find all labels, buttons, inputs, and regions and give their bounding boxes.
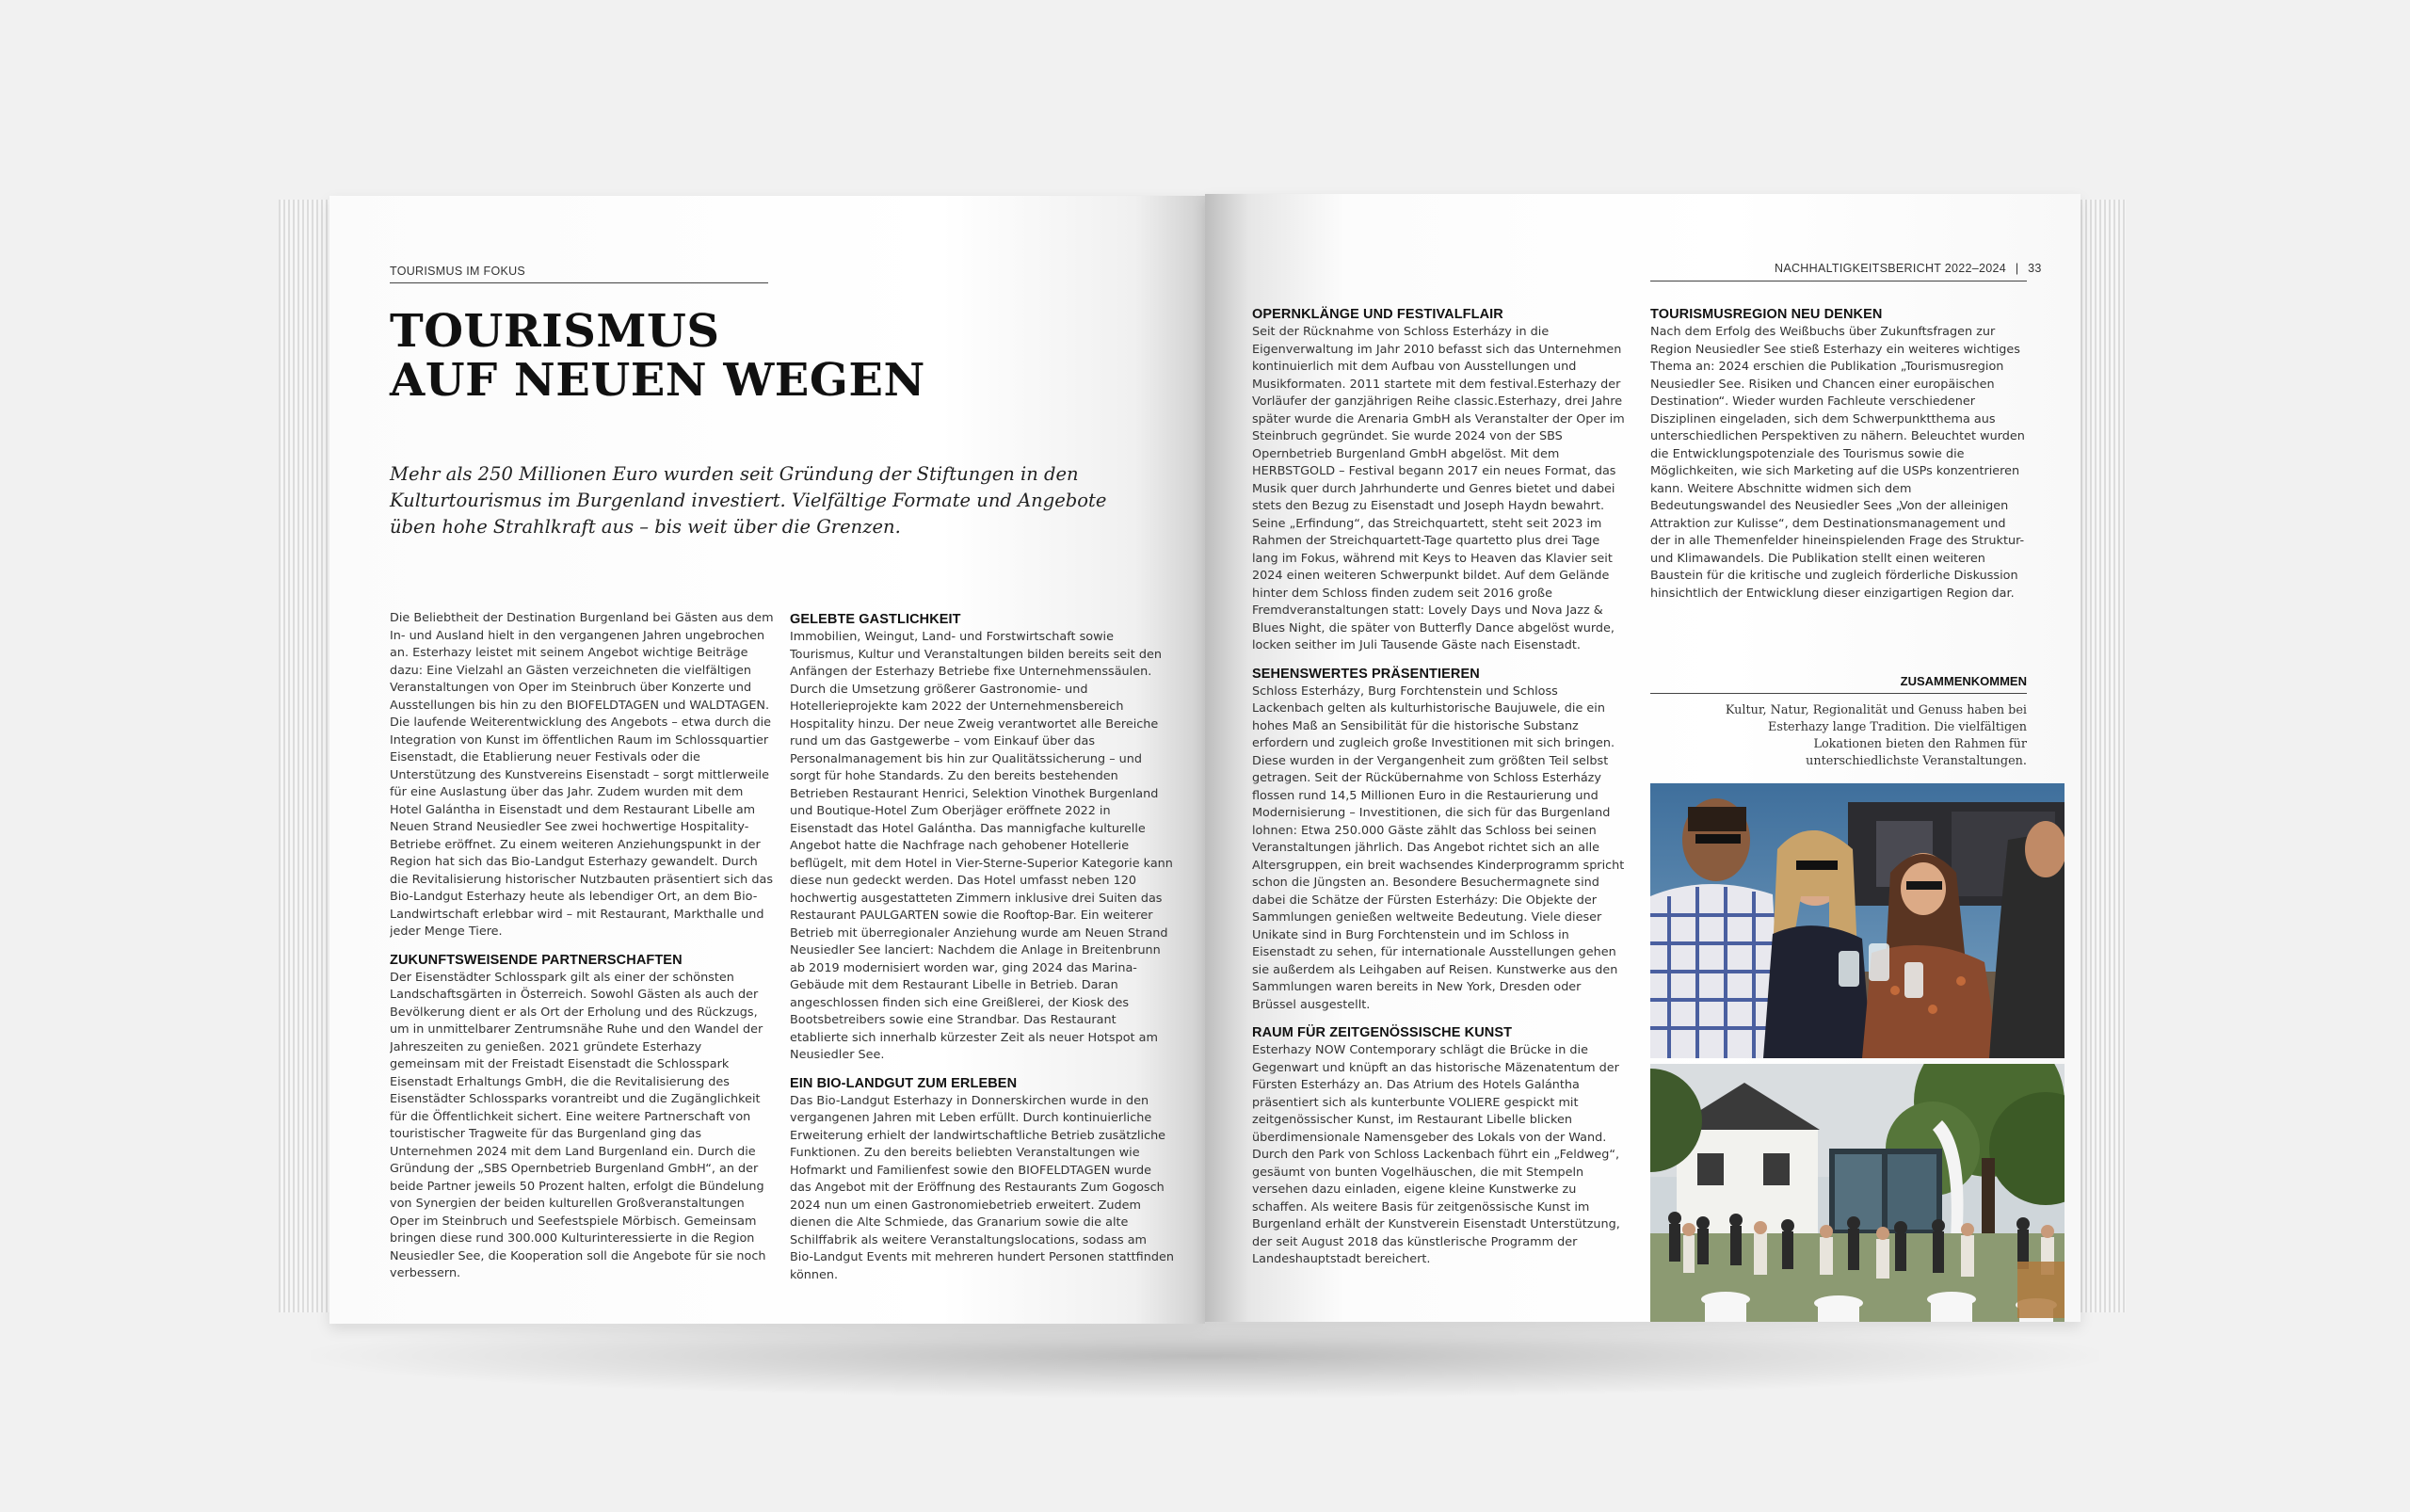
headline-line-2: AUF NEUEN WEGEN: [390, 354, 925, 407]
text-column-4: [1650, 305, 2027, 719]
section-paragraph: Immobilien, Weingut, Land- und Forstwirtschaft sowie Tourismus, Kultur und Veranstaltungen bilden bereits seit den Anfängen der Esterhazy Betriebe fixe Unternehmenssäulen. Durch die Umsetzung größerer Gastronomie- und Hotellerieprojekte kam 2022 der Unternehmensbereich Hospitality hinzu. Der neue Zweig verantwortet alle Bereiche rund um das Gastgewerbe – vom Einkauf über das Personalmanagement bis hin zur Qualitätssicherung – und sorgt für hohe Standards. Zu den bereits bestehenden Betrieben Restaurant Henrici, Selektion Vinothek Burgenland und Boutique-Hotel Zum Oberjäger eröffnete 2022 in Eisenstadt das Hotel Galántha. Das mannigfache kulturelle Angebot hatte die Nachfrage nach gehobener Hotellerie beflügelt, mit dem Hotel in Vier-Sterne-Superior Kategorie kann diese nun gedeckt werden. Das Hotel umfasst neben 120 hochwertig ausgestatteten Zimmern inklusive drei Suiten das Restaurant PAULGARTEN sowie die Rooftop-Bar. Ein weiterer Betrieb mit überregionaler Anziehung wurde am Neuen Strand Neusiedler See lanciert: Nachdem die Anlage in Breitenbrunn ab 2019 modernisiert worden war, ging 2024 das Marina-Gebäude mit dem Restaurant Libelle in Betrieb. Daran angeschlossen finden sich eine Greißlerei, der Kiosk des Bootsbetreibers sowie eine Strandbar. Das Restaurant etablierte sich innerhalb kürzester Zeit als neuer Hotspot am Neusiedler See.: [790, 630, 1173, 1062]
section-heading: RAUM FÜR ZEITGENÖSSISCHE KUNST: [1252, 1025, 1513, 1040]
running-head-separator: |: [2015, 262, 2019, 275]
book-shadow: [311, 1313, 2099, 1398]
right-page: [1205, 194, 2081, 1322]
section-paragraph: Der Eisenstädter Schlosspark gilt als einer der schönsten Landschaftsgärten in Österreich. Sowohl Gästen als auch der Bevölkerung dient er als Ort der Erholung und des Rückzugs, um in unmittelbarer Zentrumsnähe Ruhe und den Wandel der Jahreszeiten zu genießen. 2021 gründete Esterhazy gemeinsam mit der Freistadt Eisenstadt die Schlosspark Eisenstadt Erhaltungs GmbH, die die Revitalisierung des Eisenstädter Schlossparks vorantreibt und die Zugänglichkeit für die Öffentlichkeit sichert. Eine weitere Partnerschaft von touristischer Tragweite für das Burgenland ging das Unternehmen 2024 mit dem Land Burgenland ein. Durch die Gründung der „SBS Opernbetrieb Burgenland GmbH“, an der beide Partner jeweils 50 Prozent halten, erfolgt die Bündelung von Synergien der beiden kulturellen Großveranstaltungen Oper im Steinbruch und Seefestspiele Mörbisch. Gemeinsam bringen diese rund 300.000 Kulturinteressierte in die Region Neusiedler See, die Kooperation soll die Angebote für sie noch verbessern.: [390, 970, 766, 1280]
section-heading: EIN BIO-LANDGUT ZUM ERLEBEN: [790, 1075, 1018, 1091]
section-heading: OPERNKLÄNGE UND FESTIVALFLAIR: [1252, 307, 1503, 322]
running-head: [1775, 262, 2042, 275]
text-column-3: [1252, 305, 1629, 1322]
page-headline: [390, 307, 1049, 405]
section-heading: GELEBTE GASTLICHKEIT: [790, 612, 961, 627]
photo-garden-event: [1650, 1064, 2065, 1322]
headline-line-1: TOURISMUS: [390, 305, 720, 358]
section-paragraph: Das Bio-Landgut Esterhazy in Donnerskirchen wurde in den vergangenen Jahren mit Leben erfüllt. Durch kontinuierliche Erweiterung erhielt der landwirtschaftliche Betrieb zusätzliche Funktionen. Zu den bereits beliebten Veranstaltungen wie Hofmarkt und Familienfest sowie den BIOFELDTAGEN wurde das Angebot mit der Eröffnung des Restaurants Zum Gogosch 2024 nun um einen Gastronomiebetrieb erweitert. Zudem dienen die Alte Schmiede, das Granarium sowie die alte Schilffabrik als weitere Veranstaltungslocations, sodass am Bio-Landgut Events mit mehreren hundert Personen stattfinden können.: [790, 1093, 1174, 1282]
text-column-2: [790, 610, 1174, 1288]
caption-text: Kultur, Natur, Regionalität und Genuss haben bei Esterhazy lange Tradition. Die vielfältigen Lokationen bieten den Rahmen für unterschiedlichste Veranstaltungen.: [1725, 703, 2027, 768]
section-paragraph: Schloss Esterházy, Burg Forchtenstein und Schloss Lackenbach gelten als kulturhistorische Baujuwele, die ein hohes Maß an Sensibilität für die historische Substanz erfordern und zugleich große Investitionen mit sich bringen. Diese wurden in der Vergangenheit zum größten Teil selbst getragen. Seit der Rückübernahme von Schloss Esterházy flossen rund 14,5 Millionen Euro in die Restaurierung und Modernisierung – Investitionen, die sich für das Burgenland lohnen: Etwa 250.000 Gäste zählt das Schloss bei seinen Veranstaltungen jährlich. Das Angebot richtet sich an alle Altersgruppen, ein breit wachsendes Kinderprogramm spricht schon die Jüngsten an. Besondere Besuchermagnete sind dabei die Schätze der Fürsten Esterházy: Die Objekte der Sammlungen genießen weltweite Bedeutung. Viele dieser Unikate sind in Burg Forchtenstein und im Schloss in Eisenstadt zu sehen, für internationale Ausstellungen gehen sie außerdem als Leihgaben auf Reisen. Kunstwerke aus den Sammlungen waren bereits in New York, Dresden oder Brüssel ausgestellt.: [1252, 684, 1625, 1012]
left-page: [329, 196, 1205, 1324]
caption-title: ZUSAMMENKOMMEN: [1900, 674, 2027, 688]
lead-paragraph: Mehr als 250 Millionen Euro wurden seit Gründung der Stiftungen in den Kulturtourismus im Burgenland investiert. Vielfältige Formate und Angebote üben hohe Strahlkraft aus – bis weit über die Grenzen.: [390, 463, 1107, 538]
section-heading: SEHENSWERTES PRÄSENTIEREN: [1252, 666, 1480, 682]
section-rule: [390, 282, 768, 283]
photo-toasting-guests: [1650, 783, 2065, 1058]
page-number: 33: [2028, 262, 2042, 275]
caption-rule: [1650, 693, 2027, 694]
section-paragraph: Seit der Rücknahme von Schloss Esterházy in die Eigenverwaltung im Jahr 2010 befasst sich das Unternehmen kontinuierlich mit dem Aufbau von Ausstellungen und Musikformaten. 2011 startete mit dem festival.Esterhazy der Vorläufer der ganzjährigen Reihe classic.Esterhazy, drei Jahre später wurde die Arenaria GmbH als Veranstalter der Oper im Steinbruch gegründet. Sie wurde 2024 von der SBS Opernbetrieb Burgenland GmbH abgelöst. Mit dem HERBSTGOLD – Festival begann 2017 ein neues Format, das Musik quer durch Jahrhunderte und Genres bietet und dabei stets den Bezug zu Eisenstadt und Joseph Haydn bewahrt. Seine „Erfindung“, das Streichquartett, steht seit 2023 im Rahmen der Streichquartett-Tage quartetto plus drei Tage lang im Fokus, während mit Keys to Heaven das Klavier seit 2024 einen weiteren Schwerpunkt bildet. Auf dem Gelände hinter dem Schloss finden zudem seit 2016 große Fremdveranstaltungen statt: Lovely Days und Nova Jazz & Blues Night, die später von Butterfly Dance abgelöst wurde, locken seither im Juli Tausende Gäste nach Eisenstadt.: [1252, 325, 1625, 652]
photo-garden-event-image: [1650, 1064, 2065, 1322]
running-head-title: NACHHALTIGKEITSBERICHT 2022–2024: [1775, 262, 2007, 275]
section-label: TOURISMUS IM FOKUS: [390, 265, 526, 278]
section-paragraph: Nach dem Erfolg des Weißbuchs über Zukunftsfragen zur Region Neusiedler See stieß Esterhazy ein weiteres wichtiges Thema an: 2024 erschien die Publikation „Tourismusregion Neusiedler See. Risiken und Chancen einer europäischen Destination“. Wieder wurden Fachleute verschiedener Disziplinen eingeladen, sich dem Schwerpunktthema aus unterschiedlichen Perspektiven zu nähern. Beleuchtet wurden die Entwicklungspotenziale des Tourismus sowie die Möglichkeiten, wie sich Marketing auf die USPs konzentrieren kann. Weitere Abschnitte widmen sich dem Bedeutungswandel des Neusiedler Sees „Von der alleinigen Attraktion zur Kulisse“, dem Destinationsmanagement und der in alle Themenfelder hineinspielenden Frage des Struktur- und Klimawandels. Die Publikation stellt einen weiteren Baustein für die kritische und zugleich förderliche Diskussion hinsichtlich der Entwicklung dieser einzigartigen Region dar.: [1650, 325, 2025, 601]
section-heading: ZUKUNFTSWEISENDE PARTNERSCHAFTEN: [390, 952, 683, 968]
section-heading: TOURISMUSREGION NEU DENKEN: [1650, 307, 1883, 322]
intro-paragraph: Die Beliebtheit der Destination Burgenland bei Gästen aus dem In- und Ausland hielt in den vergangenen Jahren ungebrochen an. Esterhazy leistet mit seinem Angebot wichtige Beiträge dazu: Eine Vielzahl an Gästen verzeichneten die vielfältigen Veranstaltungen von Oper im Steinbruch über Konzerte und Ausstellungen bis hin zu den BIOFELDTAGEN und WALDTAGEN. Die laufende Weiterentwicklung des Angebots – etwa durch die Integration von Kunst im öffentlichen Raum im Schlossquartier Eisenstadt, die Etablierung neuer Festivals oder die Unterstützung des Kunstvereins Eisenstadt – sorgt mittlerweile für eine Auslastung über das Jahr. Zudem wurden mit dem Hotel Galántha in Eisenstadt und dem Restaurant Libelle am Neuen Strand Neusiedler See zwei hochwertige Hospitality-Betriebe eröffnet. Zu einem weiteren Anziehungspunkt in der Region hat sich das Bio-Landgut Esterhazy gewandelt. Durch die Revitalisierung historischer Nutzbauten präsentiert sich das Bio-Landgut Esterhazy heute als lebendiger Ort, an dem Bio-Landwirtschaft erlebbar wird – mit Restaurant, Markthalle und jeder Menge Tiere.: [390, 611, 774, 939]
photo-toasting-guests-image: [1650, 783, 2065, 1058]
page-stack-left: [279, 200, 335, 1312]
text-column-1: [390, 610, 776, 1288]
section-paragraph: Esterhazy NOW Contemporary schlägt die Brücke in die Gegenwart und knüpft an das historische Mäzenatentum der Fürsten Esterházy an. Das Atrium des Hotels Galántha präsentiert sich als kunterbunte VOLIERE gespickt mit zeitgenössischer Kunst, im Restaurant Libelle blicken überdimensionale Namensgeber des Lokals von der Wand. Durch den Park von Schloss Lackenbach führt ein „Feldweg“, gesäumt von bunten Vogelhäuschen, die mit Stempeln versehen dazu einladen, eigene kleine Kunstwerke zu schaffen. Als weitere Basis für zeitgenössische Kunst im Burgenland erhält der Kunstverein Eisenstadt Unterstützung, der seit August 2018 das künstlerische Programm der Landeshauptstadt bereichert.: [1252, 1043, 1620, 1266]
